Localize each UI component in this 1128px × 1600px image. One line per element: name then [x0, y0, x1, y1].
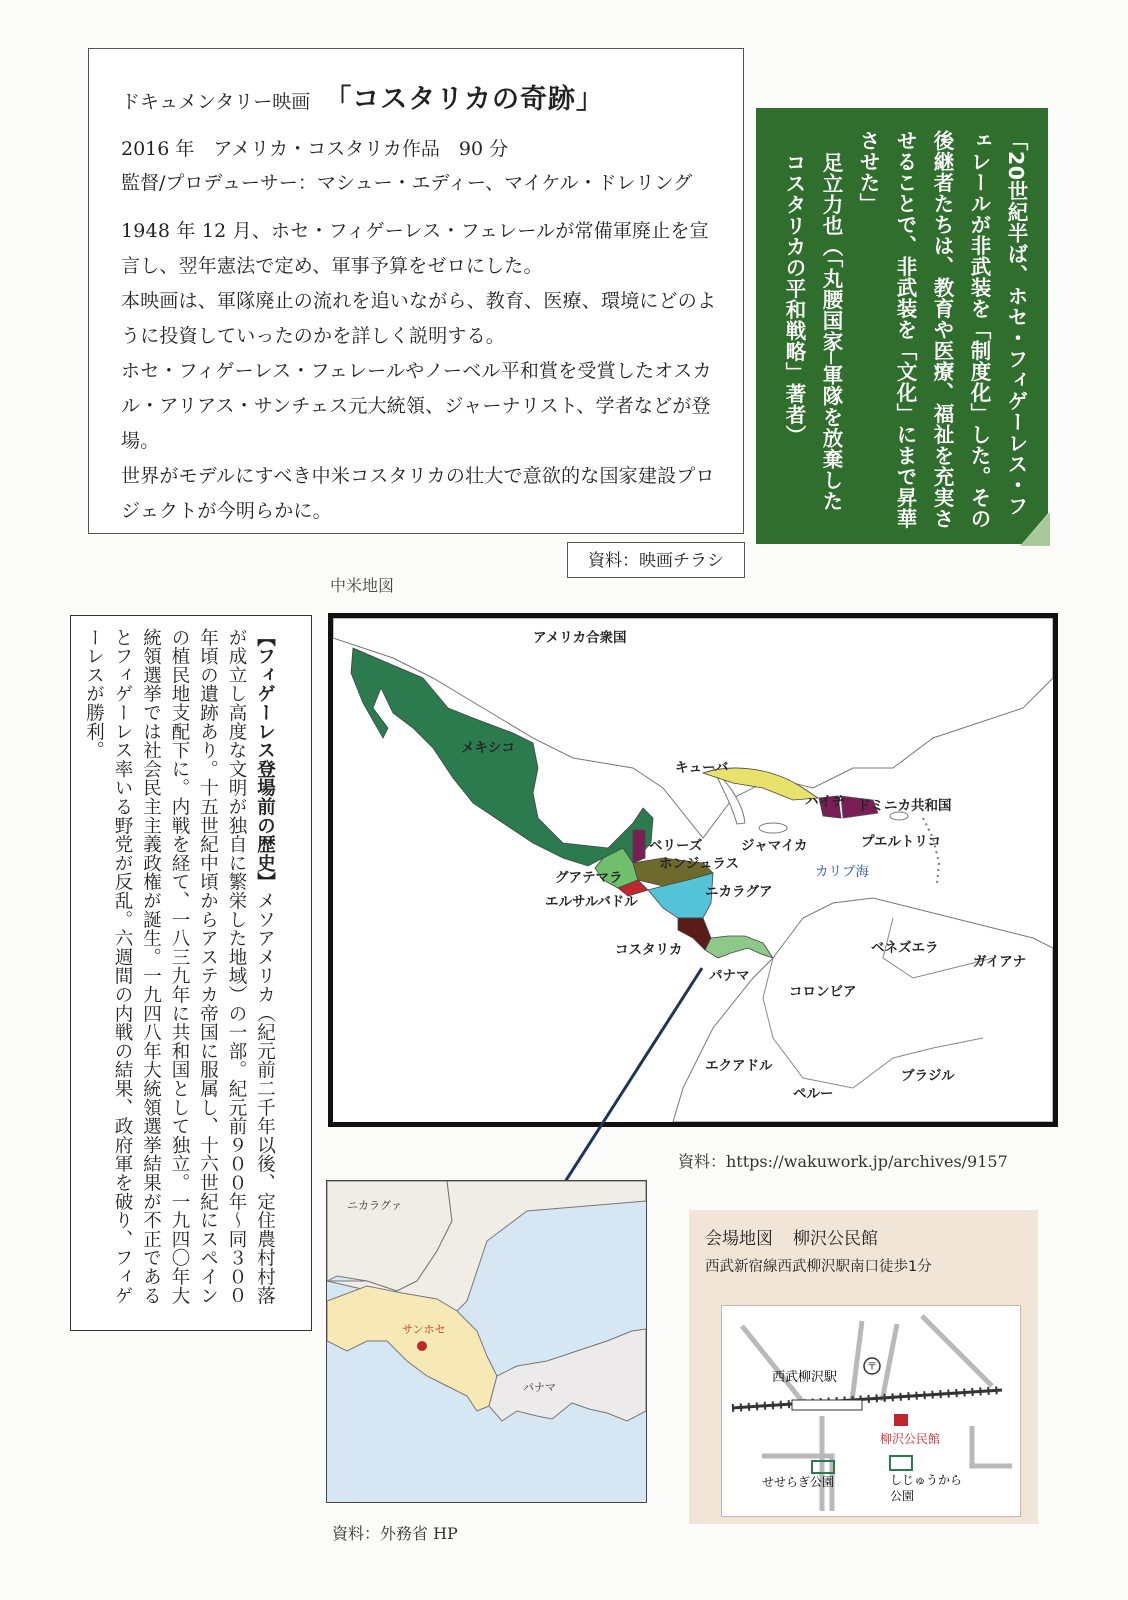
label-usa: アメリカ合衆国 — [533, 630, 627, 646]
film-description — [121, 214, 721, 529]
railway — [732, 1390, 1002, 1408]
background-watermark — [760, 10, 780, 75]
label-haiti: ハイチ — [805, 794, 846, 810]
label-guatemala: グアテマラ — [555, 870, 623, 886]
film-paragraph: ホセ・フィゲーレス・フェレールやノーベル平和賞を受賞したオスカル・アリアス・サンチェス元大統領、ジャーナリスト、学者などが登場。 — [121, 360, 712, 452]
film-paragraph: 本映画は、軍隊廃止の流れを追いながら、教育、医療、環境にどのように投資していったのかを詳しく説明する。 — [121, 290, 717, 347]
label-hall: 柳沢公民館 — [880, 1432, 941, 1446]
label-guyana: ガイアナ — [973, 954, 1027, 970]
label-nicaragua-small: ニカラグァ — [347, 1199, 402, 1212]
label-belize: ベリーズ — [649, 838, 703, 854]
quote-text: 「20世紀半ば、ホセ・フィゲーレス・フェレールが非武装を「制度化」した。その後継者たちは、教育や医療、福祉を充実させることで、非武装を「文化」にまで昇華させた」 — [856, 130, 1028, 529]
film-paragraph: 世界がモデルにすべき中米コスタリカの壮大で意欲的な国家建設プロジェクトが今明らかに。 — [121, 465, 715, 522]
costa-rica-region — [327, 1286, 497, 1411]
label-panama-small: パナマ — [523, 1381, 556, 1394]
label-station: 西武柳沢駅 — [772, 1370, 838, 1385]
venue-street-map-svg — [722, 1306, 1020, 1516]
map-caption: 中米地図 — [330, 576, 395, 595]
quote-author: 足立力也（「丸腰国家─軍隊を放棄したコスタリカの平和戦略」著者） — [782, 152, 843, 512]
film-paragraph: 1948 年 12 月、ホセ・フィゲーレス・フェレールが常備軍廃止を宣言し、翌年憲法で定め、軍事予算をゼロにした。 — [121, 220, 709, 277]
san-jose-marker — [417, 1341, 427, 1351]
history-heading: 【フィゲーレス登場前の歴史】 — [254, 628, 276, 892]
label-el-salvador: エルサルバドル — [545, 894, 638, 910]
hall-marker — [894, 1414, 908, 1426]
jamaica-shape — [759, 823, 787, 833]
venue-map-panel — [689, 1210, 1038, 1524]
label-honduras: ホンジュラス — [659, 856, 739, 872]
panama-region — [489, 1329, 646, 1421]
history-text: メソアメリカ（紀元前二千年以後、定住農村村落が成立し高度な文明が独自に繁栄した地域）の一部。紀元前９００年〜同３００年頃の遺跡あり。十五世紀中頃からアステカ帝国に服属し、十六世紀にスペインの植民地支配下に。内戦を経て、一八三九年に共和国として独立。一九四〇年大統領選挙では社会民主主義政権が誕生。一九四八年大統領選挙結果が不正であるとフィゲーレス率いる野党が反乱。六週間の内戦の結果、政府軍を破り、フィゲーレスが勝利。 — [83, 628, 276, 1305]
station-platform — [792, 1400, 862, 1410]
label-san-jose: サンホセ — [402, 1323, 446, 1336]
label-ecuador: エクアドル — [705, 1058, 773, 1074]
label-panama: パナマ — [709, 968, 750, 984]
label-cuba: キューバ — [675, 760, 729, 776]
quote-text-block — [775, 130, 1034, 530]
film-director-line: 監督/プロデューサー：マシュー・エディー、マイケル・ドレリング — [121, 172, 693, 194]
film-title-line — [121, 77, 721, 116]
belize-shape — [633, 830, 645, 863]
label-caribbean: カリブ海 — [815, 864, 869, 880]
label-costa-rica: コスタリカ — [615, 942, 683, 958]
film-title: 「コスタリカの奇跡」 — [324, 84, 604, 115]
film-year-line: 2016 年 アメリカ・コスタリカ作品 90 分 — [121, 138, 509, 160]
history-text-block — [79, 628, 279, 1318]
costa-rica-map-svg — [327, 1181, 646, 1502]
film-info-box — [88, 48, 744, 534]
film-source-caption: 資料：映画チラシ — [567, 542, 745, 578]
label-mexico: メキシコ — [461, 740, 515, 756]
venue-title-line — [705, 1224, 1038, 1249]
park2-marker — [890, 1456, 912, 1470]
label-puerto-rico: プエルトリコ — [861, 834, 942, 850]
costa-rica-map — [326, 1180, 647, 1503]
label-brazil: ブラジル — [901, 1068, 955, 1084]
map2-source-caption: 資料：外務省 HP — [332, 1524, 458, 1543]
label-colombia: コロンビア — [789, 984, 857, 1000]
label-nicaragua: ニカラグア — [705, 884, 773, 900]
label-park2-line2: 公園 — [890, 1489, 915, 1503]
label-peru: ペルー — [793, 1086, 834, 1102]
label-park1: せせらぎ公園 — [762, 1475, 835, 1489]
venue-hall-name: 柳沢公民館 — [793, 1229, 878, 1249]
label-park2-line1: しじゅうから — [890, 1473, 963, 1487]
label-dominican: ドミニカ共和国 — [857, 798, 952, 814]
venue-title: 会場地図 — [705, 1229, 773, 1249]
film-title-prefix: ドキュメンタリー映画 — [121, 91, 311, 113]
map1-source-caption: 資料：https://wakuwork.jp/archives/9157 — [678, 1152, 1008, 1171]
history-box — [70, 615, 312, 1331]
station-symbol: 〒 — [867, 1362, 877, 1373]
venue-access: 西武新宿線西武柳沢駅南口徒歩1分 — [705, 1259, 932, 1275]
label-jamaica: ジャマイカ — [741, 838, 808, 854]
venue-street-map — [721, 1305, 1021, 1517]
label-venezuela: ベネズエラ — [871, 940, 939, 956]
